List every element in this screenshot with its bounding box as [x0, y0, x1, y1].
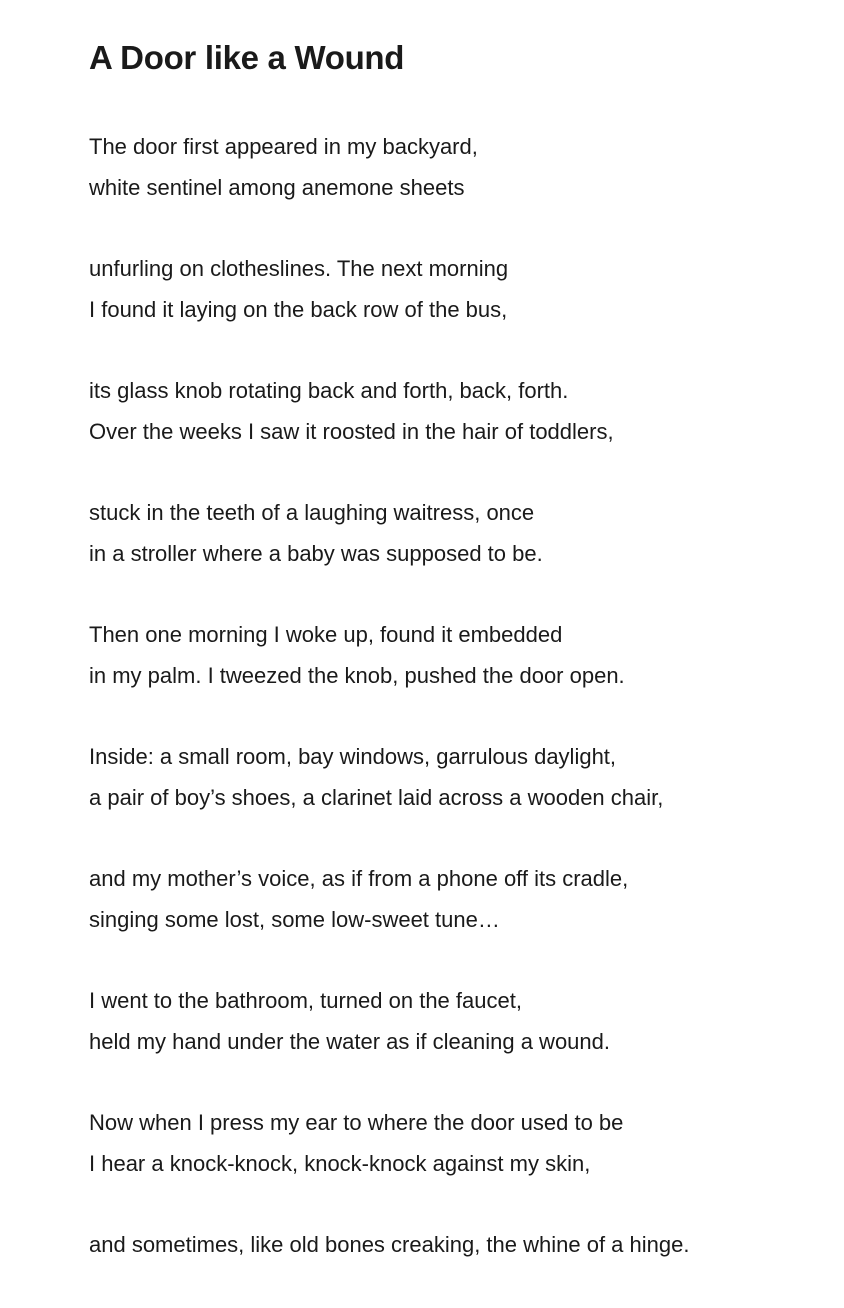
poem-line: The door first appeared in my backyard,	[89, 134, 478, 159]
stanza	[89, 248, 809, 330]
poem-line: Now when I press my ear to where the door used to be	[89, 1110, 624, 1135]
poem-line: white sentinel among anemone sheets	[89, 175, 465, 200]
poem-line: I found it laying on the back row of the bus,	[89, 297, 508, 322]
poem-line: its glass knob rotating back and forth, back, forth.	[89, 378, 569, 403]
poem-line: I hear a knock-knock, knock-knock against my skin,	[89, 1151, 591, 1176]
poem-line: Over the weeks I saw it roosted in the hair of toddlers,	[89, 419, 614, 444]
stanza	[89, 1224, 809, 1265]
poem-line: a pair of boy’s shoes, a clarinet laid across a wooden chair,	[89, 785, 664, 810]
stanza	[89, 736, 809, 818]
poem-line: and sometimes, like old bones creaking, the whine of a hinge.	[89, 1232, 690, 1257]
poem-body	[89, 126, 809, 1265]
poem	[89, 36, 809, 1265]
poem-line: in my palm. I tweezed the knob, pushed the door open.	[89, 663, 625, 688]
stanza	[89, 1102, 809, 1184]
stanza	[89, 858, 809, 940]
stanza	[89, 614, 809, 696]
poem-line: held my hand under the water as if cleaning a wound.	[89, 1029, 610, 1054]
poem-line: I went to the bathroom, turned on the faucet,	[89, 988, 522, 1013]
stanza	[89, 492, 809, 574]
poem-line: and my mother’s voice, as if from a phone off its cradle,	[89, 866, 629, 891]
stanza	[89, 370, 809, 452]
poem-line: singing some lost, some low-sweet tune…	[89, 907, 500, 932]
poem-line: in a stroller where a baby was supposed to be.	[89, 541, 543, 566]
poem-line: Inside: a small room, bay windows, garrulous daylight,	[89, 744, 617, 769]
poem-title: A Door like a Wound	[89, 39, 405, 76]
poem-line: Then one morning I woke up, found it embedded	[89, 622, 563, 647]
stanza	[89, 126, 809, 208]
stanza	[89, 980, 809, 1062]
poem-line: stuck in the teeth of a laughing waitress, once	[89, 500, 535, 525]
poem-line: unfurling on clotheslines. The next morning	[89, 256, 509, 281]
